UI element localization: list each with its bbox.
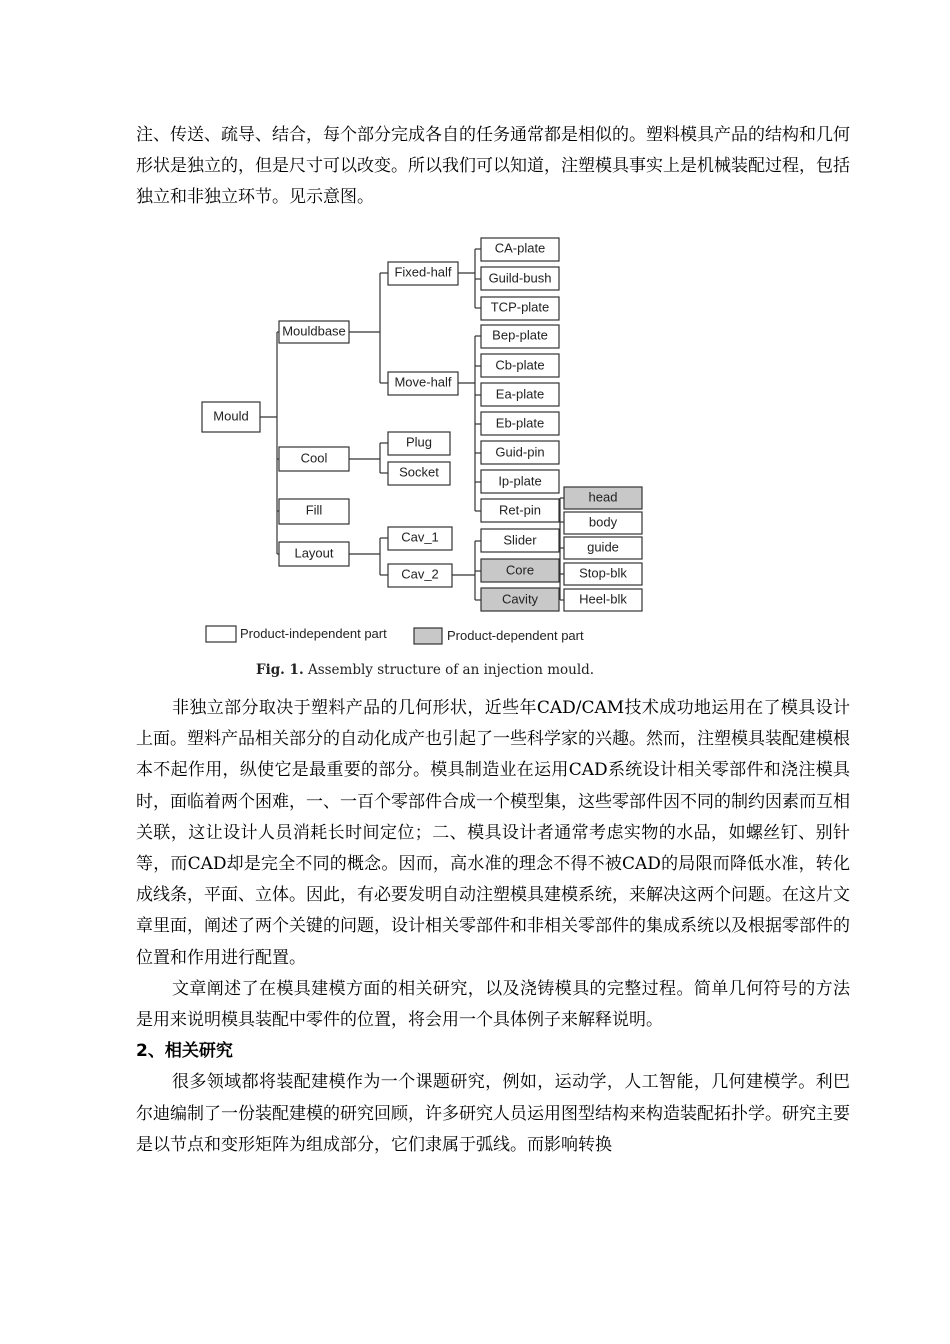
label-ea-plate: Ea-plate <box>495 386 545 402</box>
label-cav-1: Cav_1 <box>401 529 439 545</box>
label-mouldbase: Mouldbase <box>282 323 346 339</box>
label-heel-blk: Heel-blk <box>579 591 627 607</box>
label-eb-plate: Eb-plate <box>495 415 545 431</box>
label-layout: Layout <box>294 545 334 561</box>
label-body: body <box>588 514 618 530</box>
label-head: head <box>588 489 618 505</box>
figure-caption-text: Assembly structure of an injection mould. <box>303 662 595 678</box>
legend-label-dependent: Product-dependent part <box>447 628 584 643</box>
label-stop-blk: Stop-blk <box>579 565 627 581</box>
label-ret-pin: Ret-pin <box>499 502 541 518</box>
label-fixed-half: Fixed-half <box>394 264 452 280</box>
label-fill: Fill <box>305 502 323 518</box>
label-slider: Slider <box>503 532 537 548</box>
section-heading-related-work: 2、相关研究 <box>136 1041 233 1062</box>
assembly-tree-diagram <box>190 228 780 688</box>
legend-label-independent: Product-independent part <box>240 626 387 641</box>
paragraph-dependent-parts: 非独立部分取决于塑料产品的几何形状，近些年CAD/CAM技术成功地运用在了模具设计上面。塑料产品相关部分的自动化成产也引起了一些科学家的兴趣。然而，注塑模具装配建模根本不起作用，纵使它是最重要的部分。模具制造业在运用CAD系统设计相关零部件和浇注模具时，面临着两个困难，一、一百个零部件合成一个模型集，这些零部件因不同的制约因素而互相关联，这让设计人员消耗长时间定位；二、模具设计者通常考虑实物的水品，如螺丝钉、别针等，而CAD却是完全不同的概念。因而，高水准的理念不得不被CAD的局限而降低水准，转化成线条，平面、立体。因此，有必要发明自动注塑模具建模系统，来解决这两个问题。在这片文章里面，阐述了两个关键的问题，设计相关零部件和非相关零部件的集成系统以及根据零部件的位置和作用进行配置。 <box>136 698 850 968</box>
label-cavity: Cavity <box>501 591 539 607</box>
label-core: Core <box>505 562 535 578</box>
label-plug: Plug <box>405 434 433 450</box>
label-ca-plate: CA-plate <box>494 240 546 256</box>
label-ip-plate: Ip-plate <box>498 473 542 489</box>
assembly-structure-figure <box>190 228 780 688</box>
legend-swatch-dependent <box>414 628 442 644</box>
label-socket: Socket <box>399 464 439 480</box>
label-mould: Mould <box>213 408 249 424</box>
paragraph-intro-continued: 注、传送、疏导、结合，每个部分完成各自的任务通常都是相似的。塑料模具产品的结构和几何形状是独立的，但是尺寸可以改变。所以我们可以知道，注塑模具事实上是机械装配过程，包括独立和非独立环节。见示意图。 <box>136 125 850 208</box>
label-guide: guide <box>587 539 619 555</box>
paragraph-related-work: 很多领域都将装配建模作为一个课题研究，例如，运动学，人工智能，几何建模学。利巴尔迪编制了一份装配建模的研究回顾，许多研究人员运用图型结构来构造装配拓扑学。研究主要是以节点和变形矩阵为组成部分，它们隶属于弧线。而影响转换 <box>136 1072 850 1155</box>
label-cool: Cool <box>300 450 328 466</box>
label-cb-plate: Cb-plate <box>495 357 545 373</box>
figure-caption-label: Fig. 1. <box>256 662 304 678</box>
label-cav-2: Cav_2 <box>401 566 439 582</box>
middle-text-block <box>136 693 850 1161</box>
diagram-boxes <box>202 238 642 611</box>
label-guild-bush: Guild-bush <box>488 270 552 286</box>
figure-caption <box>256 662 594 678</box>
label-bep-plate: Bep-plate <box>492 327 548 343</box>
paragraph-article-overview: 文章阐述了在模具建模方面的相关研究，以及浇铸模具的完整过程。简单几何符号的方法是用来说明模具装配中零件的位置，将会用一个具体例子来解释说明。 <box>136 978 850 1031</box>
label-move-half: Move-half <box>394 374 452 390</box>
figure-legend <box>206 626 584 644</box>
label-tcp-plate: TCP-plate <box>490 299 550 315</box>
legend-swatch-independent <box>206 626 236 642</box>
label-guid-pin: Guid-pin <box>495 444 545 460</box>
top-text-block <box>136 120 850 214</box>
